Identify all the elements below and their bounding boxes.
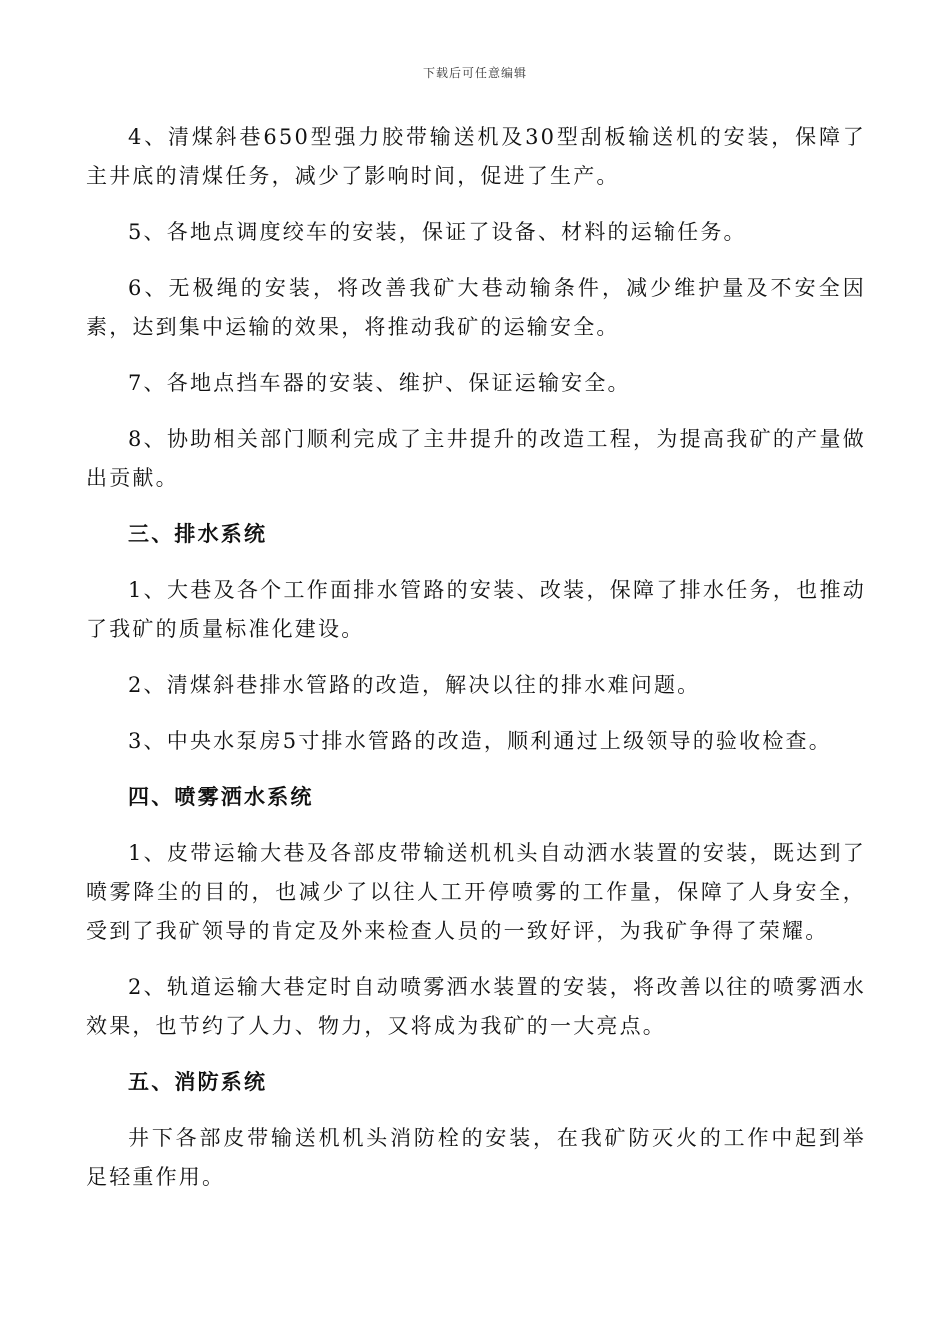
paragraph-drainage-2: 2、清煤斜巷排水管路的改造，解决以往的排水难问题。 [128, 673, 701, 697]
page-header: 下载后可任意编辑 [422, 66, 527, 80]
paragraph-item-5: 5、各地点调度绞车的安装，保证了设备、材料的运输任务。 [128, 220, 747, 244]
paragraph-spray-2: 2、轨道运输大巷定时自动喷雾洒水装置的安装，将改善以往的喷雾洒水效果，也节约了人力、物力，又将成为我矿的一大亮点。 [86, 975, 866, 1038]
paragraph-drainage-1: 1、大巷及各个工作面排水管路的安装、改装，保障了排水任务，也推动了我矿的质量标准化建设。 [86, 578, 866, 641]
section-heading-fire: 五、消防系统 [128, 1070, 268, 1094]
paragraph-item-4: 4、清煤斜巷650型强力胶带输送机及30型刮板输送机的安装，保障了主井底的清煤任务，减少了影响时间，促进了生产。 [86, 125, 866, 188]
section-heading-drainage: 三、排水系统 [128, 522, 268, 546]
paragraph-item-8: 8、协助相关部门顺利完成了主井提升的改造工程，为提高我矿的产量做出贡献。 [86, 427, 866, 490]
paragraph-item-6: 6、无极绳的安装，将改善我矿大巷动输条件，减少维护量及不安全因素，达到集中运输的效果，将推动我矿的运输安全。 [86, 276, 866, 339]
paragraph-item-7: 7、各地点挡车器的安装、维护、保证运输安全。 [128, 371, 631, 395]
paragraph-spray-1: 1、皮带运输大巷及各部皮带输送机机头自动洒水装置的安装，既达到了喷雾降尘的目的，也减少了以往人工开停喷雾的工作量，保障了人身安全，受到了我矿领导的肯定及外来检查人员的一致好评，为我矿争得了荣耀。 [86, 841, 866, 943]
paragraph-drainage-3: 3、中央水泵房5寸排水管路的改造，顺利通过上级领导的验收检查。 [128, 729, 832, 753]
section-heading-spray: 四、喷雾洒水系统 [128, 785, 314, 809]
paragraph-fire-1: 井下各部皮带输送机机头消防栓的安装，在我矿防灭火的工作中起到举足轻重作用。 [86, 1126, 866, 1189]
document-body [86, 118, 866, 1214]
